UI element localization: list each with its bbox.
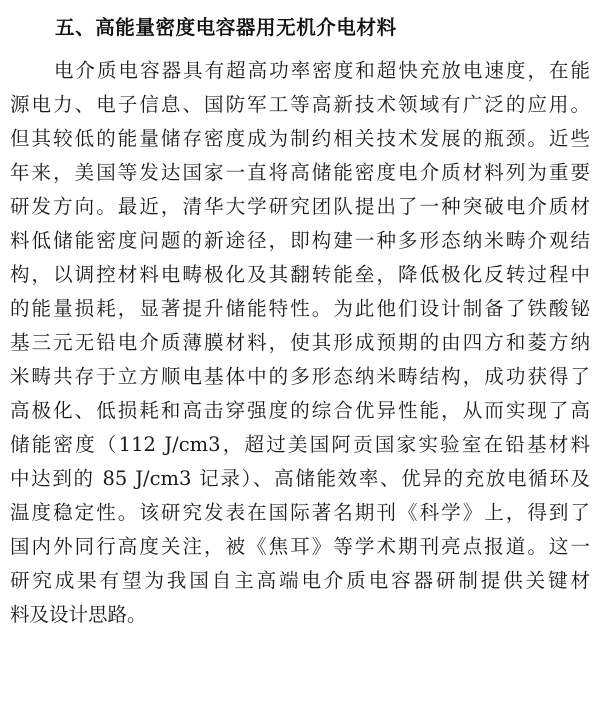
paragraph-line: 构，以调控材料电畴极化及其翻转能垒，降低极化反转过程中 (10, 263, 590, 286)
paragraph-line: 源电力、电子信息、国防军工等高新技术领域有广泛的应用。 (10, 93, 590, 116)
paragraph-line: 的能量损耗，显著提升储能特性。为此他们设计制备了铁酸铋 (10, 297, 590, 320)
paragraph-line: 高极化、低损耗和高击穿强度的综合优异性能，从而实现了高 (10, 399, 590, 422)
body-paragraph (10, 54, 590, 632)
paragraph-line: 中达到的 85 J/cm3 记录）、高储能效率、优异的充放电循环及 (10, 467, 590, 490)
paragraph-line: 但其较低的能量储存密度成为制约相关技术发展的瓶颈。近些 (10, 127, 590, 150)
section-heading: 五、高能量密度电容器用无机介电材料 (55, 16, 397, 39)
paragraph-line: 料及设计思路。 (10, 603, 147, 626)
paragraph-line: 研究成果有望为我国自主高端电介质电容器研制提供关键材 (10, 569, 590, 592)
paragraph-line: 基三元无铅电介质薄膜材料，使其形成预期的由四方和菱方纳 (10, 331, 590, 354)
paragraph-line: 国内外同行高度关注，被《焦耳》等学术期刊亮点报道。这一 (10, 535, 590, 558)
paragraph-line: 温度稳定性。该研究发表在国际著名期刊《科学》上，得到了 (10, 501, 590, 524)
paragraph-line: 年来，美国等发达国家一直将高储能密度电介质材料列为重要 (10, 161, 590, 184)
paragraph-line: 储能密度（112 J/cm3，超过美国阿贡国家实验室在铅基材料 (10, 433, 590, 456)
paragraph-line: 料低储能密度问题的新途径，即构建一种多形态纳米畴介观结 (10, 229, 590, 252)
paragraph-line: 电介质电容器具有超高功率密度和超快充放电速度，在能 (54, 59, 590, 82)
paragraph-line: 研发方向。最近，清华大学研究团队提出了一种突破电介质材 (10, 195, 590, 218)
paragraph-line: 米畴共存于立方顺电基体中的多形态纳米畴结构，成功获得了 (10, 365, 590, 388)
